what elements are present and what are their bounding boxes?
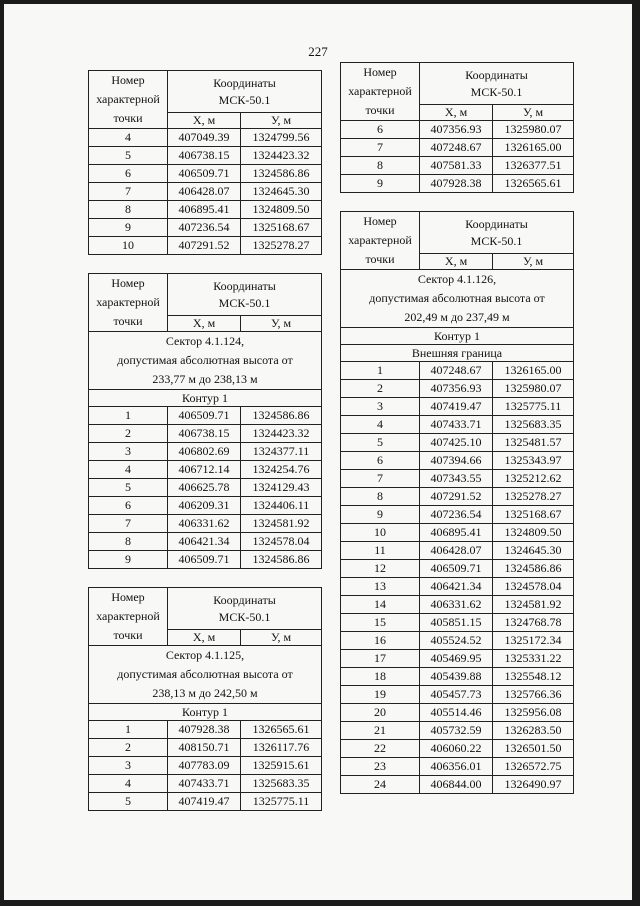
header-x: Х, м xyxy=(420,105,493,121)
x-coordinate: 405457.73 xyxy=(420,686,493,704)
text-line: МСК-50.1 xyxy=(218,295,271,310)
y-coordinate: 1325980.07 xyxy=(493,121,574,139)
sector-row xyxy=(89,332,322,390)
y-coordinate: 1324423.32 xyxy=(241,425,322,443)
contour-label: Контур 1 xyxy=(89,390,322,407)
y-coordinate: 1325168.67 xyxy=(493,506,574,524)
y-coordinate: 1325980.07 xyxy=(493,380,574,398)
header-y: У, м xyxy=(493,254,574,270)
x-coordinate: 407433.71 xyxy=(420,416,493,434)
table-row xyxy=(341,722,574,740)
y-coordinate: 1324581.92 xyxy=(241,515,322,533)
header-row xyxy=(89,274,322,316)
boundary-label: Внешняя граница xyxy=(341,345,574,362)
point-number: 16 xyxy=(341,632,420,650)
text-line: точки xyxy=(113,314,143,328)
header-x: Х, м xyxy=(168,316,241,332)
y-coordinate: 1324586.86 xyxy=(241,551,322,569)
table-row xyxy=(89,721,322,739)
point-number: 5 xyxy=(341,434,420,452)
point-number: 17 xyxy=(341,650,420,668)
text-line: Сектор 4.1.124, xyxy=(165,334,245,348)
x-coordinate: 407419.47 xyxy=(420,398,493,416)
x-coordinate: 406738.15 xyxy=(168,147,241,165)
point-number: 2 xyxy=(89,739,168,757)
x-coordinate: 405732.59 xyxy=(420,722,493,740)
y-coordinate: 1324799.56 xyxy=(241,129,322,147)
x-coordinate: 408150.71 xyxy=(168,739,241,757)
point-number: 9 xyxy=(89,219,168,237)
text-line: Координаты xyxy=(465,67,528,82)
y-coordinate: 1325775.11 xyxy=(493,398,574,416)
y-coordinate: 1326565.61 xyxy=(493,175,574,193)
x-coordinate: 405524.52 xyxy=(420,632,493,650)
table-row xyxy=(341,506,574,524)
x-coordinate: 407236.54 xyxy=(420,506,493,524)
table-row xyxy=(89,219,322,237)
y-coordinate: 1326377.51 xyxy=(493,157,574,175)
point-number: 2 xyxy=(89,425,168,443)
x-coordinate: 407236.54 xyxy=(168,219,241,237)
y-coordinate: 1326490.97 xyxy=(493,776,574,794)
x-coordinate: 406331.62 xyxy=(420,596,493,614)
point-number: 7 xyxy=(341,470,420,488)
x-coordinate: 406356.01 xyxy=(420,758,493,776)
table-row xyxy=(89,775,322,793)
point-number: 4 xyxy=(89,775,168,793)
y-coordinate: 1324586.86 xyxy=(241,407,322,425)
point-number: 4 xyxy=(89,461,168,479)
sector-caption xyxy=(341,270,574,328)
y-coordinate: 1326165.00 xyxy=(493,362,574,380)
x-coordinate: 407394.66 xyxy=(420,452,493,470)
point-number: 20 xyxy=(341,704,420,722)
text-line: Координаты xyxy=(213,75,276,90)
text-line: Сектор 4.1.126, xyxy=(417,272,497,286)
x-coordinate: 406712.14 xyxy=(168,461,241,479)
point-number: 3 xyxy=(89,443,168,461)
text-line: МСК-50.1 xyxy=(470,84,523,99)
y-coordinate: 1326565.61 xyxy=(241,721,322,739)
x-coordinate: 406509.71 xyxy=(168,165,241,183)
x-coordinate: 405439.88 xyxy=(420,668,493,686)
point-number: 24 xyxy=(341,776,420,794)
x-coordinate: 407356.93 xyxy=(420,380,493,398)
point-number: 8 xyxy=(341,157,420,175)
table-row xyxy=(341,632,574,650)
y-coordinate: 1326283.50 xyxy=(493,722,574,740)
x-coordinate: 406509.71 xyxy=(168,551,241,569)
boundary-row xyxy=(341,345,574,362)
document-page xyxy=(4,4,632,900)
y-coordinate: 1324645.30 xyxy=(241,183,322,201)
x-coordinate: 406895.41 xyxy=(168,201,241,219)
x-coordinate: 406844.00 xyxy=(420,776,493,794)
point-number: 1 xyxy=(89,407,168,425)
header-point-number xyxy=(89,588,168,646)
table-row xyxy=(341,139,574,157)
table-row xyxy=(341,434,574,452)
table-row xyxy=(89,757,322,775)
table-row xyxy=(89,147,322,165)
table-row xyxy=(89,237,322,255)
y-coordinate: 1325915.61 xyxy=(241,757,322,775)
point-number: 8 xyxy=(341,488,420,506)
table-t4 xyxy=(340,62,574,193)
x-coordinate: 407356.93 xyxy=(420,121,493,139)
y-coordinate: 1324809.50 xyxy=(241,201,322,219)
x-coordinate: 407343.55 xyxy=(420,470,493,488)
point-number: 6 xyxy=(89,165,168,183)
y-coordinate: 1325481.57 xyxy=(493,434,574,452)
text-line: Номер xyxy=(363,214,397,228)
point-number: 7 xyxy=(341,139,420,157)
header-y: У, м xyxy=(493,105,574,121)
table-row xyxy=(89,739,322,757)
point-number: 5 xyxy=(89,479,168,497)
header-coordinates xyxy=(168,588,322,630)
text-line: допустимая абсолютная высота от xyxy=(117,353,293,367)
table-row xyxy=(341,740,574,758)
x-coordinate: 407248.67 xyxy=(420,362,493,380)
table-row xyxy=(341,560,574,578)
table-row xyxy=(89,443,322,461)
point-number: 21 xyxy=(341,722,420,740)
table-row xyxy=(341,668,574,686)
y-coordinate: 1325956.08 xyxy=(493,704,574,722)
point-number: 19 xyxy=(341,686,420,704)
x-coordinate: 406428.07 xyxy=(168,183,241,201)
y-coordinate: 1325683.35 xyxy=(241,775,322,793)
point-number: 9 xyxy=(341,175,420,193)
y-coordinate: 1326165.00 xyxy=(493,139,574,157)
x-coordinate: 406625.78 xyxy=(168,479,241,497)
table-row xyxy=(341,758,574,776)
point-number: 15 xyxy=(341,614,420,632)
x-coordinate: 406895.41 xyxy=(420,524,493,542)
page-number: 227 xyxy=(308,44,328,59)
text-line: точки xyxy=(365,103,395,117)
text-line: МСК-50.1 xyxy=(218,92,271,107)
x-coordinate: 406509.71 xyxy=(168,407,241,425)
coords-table xyxy=(88,70,322,255)
table-row xyxy=(341,542,574,560)
y-coordinate: 1325683.35 xyxy=(493,416,574,434)
x-coordinate: 407291.52 xyxy=(420,488,493,506)
text-line: 238,13 м до 242,50 м xyxy=(152,686,258,700)
header-point-number xyxy=(89,71,168,129)
header-row xyxy=(89,71,322,113)
table-row xyxy=(89,479,322,497)
y-coordinate: 1326501.50 xyxy=(493,740,574,758)
text-line: характерной xyxy=(348,84,412,98)
text-line: точки xyxy=(365,252,395,266)
header-x: Х, м xyxy=(420,254,493,270)
table-row xyxy=(89,551,322,569)
y-coordinate: 1325775.11 xyxy=(241,793,322,811)
point-number: 7 xyxy=(89,183,168,201)
header-x: Х, м xyxy=(168,630,241,646)
table-row xyxy=(341,121,574,139)
table-row xyxy=(341,452,574,470)
text-line: характерной xyxy=(96,295,160,309)
table-row xyxy=(341,686,574,704)
y-coordinate: 1325172.34 xyxy=(493,632,574,650)
x-coordinate: 406060.22 xyxy=(420,740,493,758)
sector-row xyxy=(89,646,322,704)
text-line: Номер xyxy=(111,73,145,87)
table-t1 xyxy=(88,70,322,255)
x-coordinate: 407928.38 xyxy=(420,175,493,193)
x-coordinate: 406209.31 xyxy=(168,497,241,515)
x-coordinate: 405469.95 xyxy=(420,650,493,668)
x-coordinate: 407425.10 xyxy=(420,434,493,452)
y-coordinate: 1325766.36 xyxy=(493,686,574,704)
table-row xyxy=(89,793,322,811)
text-line: характерной xyxy=(96,609,160,623)
table-row xyxy=(341,488,574,506)
point-number: 8 xyxy=(89,533,168,551)
point-number: 6 xyxy=(89,497,168,515)
table-row xyxy=(89,533,322,551)
y-coordinate: 1324581.92 xyxy=(493,596,574,614)
y-coordinate: 1325168.67 xyxy=(241,219,322,237)
header-row xyxy=(89,588,322,630)
contour-row xyxy=(341,328,574,345)
table-t3 xyxy=(88,587,322,811)
table-row xyxy=(89,515,322,533)
x-coordinate: 406421.34 xyxy=(168,533,241,551)
contour-label: Контур 1 xyxy=(341,328,574,345)
header-y: У, м xyxy=(241,630,322,646)
table-row xyxy=(341,398,574,416)
y-coordinate: 1324578.04 xyxy=(241,533,322,551)
text-line: Координаты xyxy=(465,216,528,231)
coords-table xyxy=(340,211,574,794)
point-number: 23 xyxy=(341,758,420,776)
table-row xyxy=(89,201,322,219)
table-row xyxy=(341,416,574,434)
point-number: 9 xyxy=(89,551,168,569)
table-row xyxy=(89,461,322,479)
y-coordinate: 1324809.50 xyxy=(493,524,574,542)
header-coordinates xyxy=(168,71,322,113)
table-row xyxy=(341,157,574,175)
point-number: 12 xyxy=(341,560,420,578)
point-number: 6 xyxy=(341,452,420,470)
table-row xyxy=(89,425,322,443)
table-row xyxy=(341,776,574,794)
sector-row xyxy=(341,270,574,328)
x-coordinate: 406428.07 xyxy=(420,542,493,560)
x-coordinate: 407783.09 xyxy=(168,757,241,775)
table-row xyxy=(341,704,574,722)
table-row xyxy=(341,578,574,596)
text-line: характерной xyxy=(96,92,160,106)
x-coordinate: 405514.46 xyxy=(420,704,493,722)
text-line: Номер xyxy=(363,65,397,79)
table-row xyxy=(341,470,574,488)
y-coordinate: 1324586.86 xyxy=(493,560,574,578)
y-coordinate: 1325343.97 xyxy=(493,452,574,470)
y-coordinate: 1324406.11 xyxy=(241,497,322,515)
point-number: 6 xyxy=(341,121,420,139)
header-y: У, м xyxy=(241,316,322,332)
x-coordinate: 407049.39 xyxy=(168,129,241,147)
header-coordinates xyxy=(420,63,574,105)
y-coordinate: 1324645.30 xyxy=(493,542,574,560)
table-row xyxy=(341,524,574,542)
sector-caption xyxy=(89,646,322,704)
x-coordinate: 407581.33 xyxy=(420,157,493,175)
header-point-number xyxy=(89,274,168,332)
table-row xyxy=(89,129,322,147)
point-number: 3 xyxy=(341,398,420,416)
point-number: 18 xyxy=(341,668,420,686)
y-coordinate: 1324768.78 xyxy=(493,614,574,632)
header-x: Х, м xyxy=(168,113,241,129)
table-row xyxy=(341,614,574,632)
x-coordinate: 407291.52 xyxy=(168,237,241,255)
x-coordinate: 406331.62 xyxy=(168,515,241,533)
point-number: 8 xyxy=(89,201,168,219)
table-row xyxy=(341,175,574,193)
point-number: 4 xyxy=(89,129,168,147)
table-t5 xyxy=(340,211,574,794)
table-row xyxy=(341,380,574,398)
point-number: 1 xyxy=(89,721,168,739)
x-coordinate: 406421.34 xyxy=(420,578,493,596)
header-coordinates xyxy=(168,274,322,316)
y-coordinate: 1325212.62 xyxy=(493,470,574,488)
contour-label: Контур 1 xyxy=(89,704,322,721)
table-row xyxy=(341,596,574,614)
point-number: 5 xyxy=(89,147,168,165)
y-coordinate: 1324423.32 xyxy=(241,147,322,165)
point-number: 10 xyxy=(341,524,420,542)
header-y: У, м xyxy=(241,113,322,129)
text-line: точки xyxy=(113,628,143,642)
y-coordinate: 1325548.12 xyxy=(493,668,574,686)
text-line: 233,77 м до 238,13 м xyxy=(152,372,258,386)
point-number: 3 xyxy=(89,757,168,775)
coords-table xyxy=(88,587,322,811)
right-column xyxy=(340,62,574,812)
header-coordinates xyxy=(420,212,574,254)
header-point-number xyxy=(341,212,420,270)
point-number: 4 xyxy=(341,416,420,434)
table-row xyxy=(341,650,574,668)
table-t2 xyxy=(88,273,322,569)
sector-caption xyxy=(89,332,322,390)
point-number: 13 xyxy=(341,578,420,596)
text-line: характерной xyxy=(348,233,412,247)
x-coordinate: 407419.47 xyxy=(168,793,241,811)
x-coordinate: 407928.38 xyxy=(168,721,241,739)
x-coordinate: 407433.71 xyxy=(168,775,241,793)
text-line: 202,49 м до 237,49 м xyxy=(404,310,510,324)
left-column xyxy=(88,70,322,829)
text-line: МСК-50.1 xyxy=(470,233,523,248)
x-coordinate: 407248.67 xyxy=(420,139,493,157)
point-number: 2 xyxy=(341,380,420,398)
y-coordinate: 1324377.11 xyxy=(241,443,322,461)
table-row xyxy=(89,407,322,425)
text-line: МСК-50.1 xyxy=(218,609,271,624)
text-line: Сектор 4.1.125, xyxy=(165,648,245,662)
point-number: 7 xyxy=(89,515,168,533)
text-line: Координаты xyxy=(213,592,276,607)
y-coordinate: 1326572.75 xyxy=(493,758,574,776)
y-coordinate: 1325331.22 xyxy=(493,650,574,668)
point-number: 5 xyxy=(89,793,168,811)
x-coordinate: 406738.15 xyxy=(168,425,241,443)
table-row xyxy=(89,183,322,201)
point-number: 9 xyxy=(341,506,420,524)
y-coordinate: 1325278.27 xyxy=(241,237,322,255)
y-coordinate: 1326117.76 xyxy=(241,739,322,757)
table-row xyxy=(89,165,322,183)
text-line: Номер xyxy=(111,276,145,290)
x-coordinate: 405851.15 xyxy=(420,614,493,632)
y-coordinate: 1324586.86 xyxy=(241,165,322,183)
text-line: Координаты xyxy=(213,278,276,293)
text-line: допустимая абсолютная высота от xyxy=(369,291,545,305)
y-coordinate: 1325278.27 xyxy=(493,488,574,506)
text-line: допустимая абсолютная высота от xyxy=(117,667,293,681)
coords-table xyxy=(88,273,322,569)
header-point-number xyxy=(341,63,420,121)
text-line: Номер xyxy=(111,590,145,604)
y-coordinate: 1324129.43 xyxy=(241,479,322,497)
contour-row xyxy=(89,390,322,407)
header-row xyxy=(341,212,574,254)
y-coordinate: 1324578.04 xyxy=(493,578,574,596)
point-number: 11 xyxy=(341,542,420,560)
x-coordinate: 406802.69 xyxy=(168,443,241,461)
table-row xyxy=(341,362,574,380)
text-line: точки xyxy=(113,111,143,125)
point-number: 1 xyxy=(341,362,420,380)
coords-table xyxy=(340,62,574,193)
y-coordinate: 1324254.76 xyxy=(241,461,322,479)
contour-row xyxy=(89,704,322,721)
point-number: 22 xyxy=(341,740,420,758)
point-number: 14 xyxy=(341,596,420,614)
point-number: 10 xyxy=(89,237,168,255)
x-coordinate: 406509.71 xyxy=(420,560,493,578)
header-row xyxy=(341,63,574,105)
table-row xyxy=(89,497,322,515)
